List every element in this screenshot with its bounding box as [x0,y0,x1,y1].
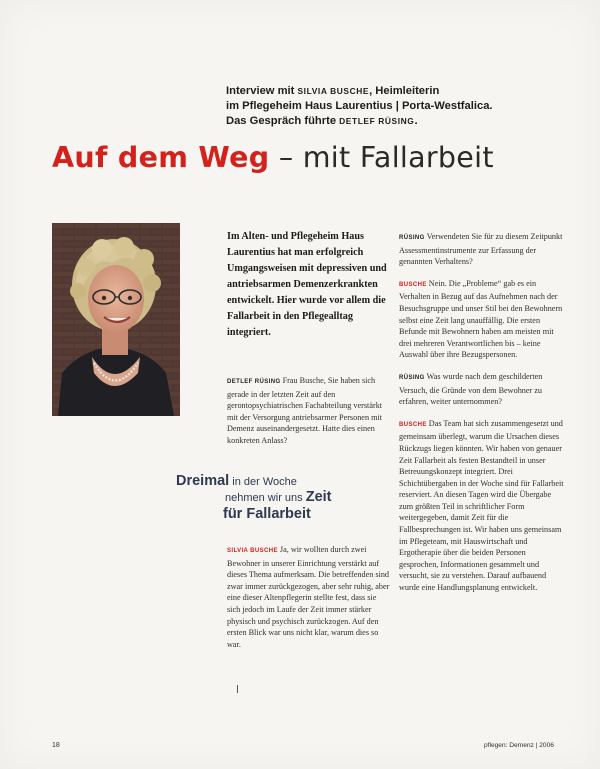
speaker-label: DETLEF RÜSING [227,379,281,385]
headline-red: Auf dem Weg [52,141,270,174]
issue-year: 2006 [539,742,554,749]
footer-magazine [484,742,554,749]
headline [52,138,494,178]
interviewee-name: SILVIA BUSCHE [297,86,370,96]
question-1 [227,375,391,447]
speaker-label: BUSCHE [399,421,427,428]
speaker-label: RÜSING [399,235,425,241]
speaker-label: BUSCHE [399,281,427,288]
intro-line-2: im Pflegeheim Haus Laurentius | Porta-Westfalica. [226,100,493,112]
column-mark [237,685,238,693]
intro-line-3: Das Gespräch führte DETLEF RÜSING. [226,115,418,127]
portrait-illustration [52,223,180,416]
interview-turn: BUSCHE Nein. Die „Probleme“ gab es ein Verhalten in Bezug auf das Aufnehmen nach der Besuchsgruppe und unser Stil bei den Bewohnern selbst eine Zeit lang unauffällig. Die ersten Befunde mit Bewohnern haben am meisten mit drei mehreren Verantwortlichen bis – keine Auswahl über ihre Bezugspersonen. [399,278,563,360]
interview-turn: BUSCHE Das Team hat sich zusammengesetzt und gemeinsam überlegt, warum die Ursachen dieses Rückzugs liegen könnten. Wir haben von genauer Zeit Fallarbeit als festen Bestandteil in unser Betreuungskonzept integriert. Drei Schichtübergaben in der Woche sind für Fallarbeit reserviert. An diesen Tagen wird die Übergabe zum größten Teil in schriftlicher Form weitergegeben, damit Zeit für die Fallbesprechungen ist. Wir haben uns gemeinsam im Pflegeteam, mit Hauswirtschaft und Ergotherapie über die beiden Personen gesprochen, Informationen gesammelt und versucht, sie zu verstehen. Darauf aufbauend wurde eine Handlungsplanung entwickelt. [399,418,564,593]
magazine-title: pflegen: Demenz [484,742,534,749]
intro-credits [226,84,566,129]
interview-turn: RÜSING Verwendeten Sie für zu diesem Zeitpunkt Assessmentinstrumente zur Erfassung der genannten Verhaltens? [399,232,563,267]
answer-text: Ja, wir wollten durch zwei Bewohner in unserer Einrichtung verstärkt auf dieses Thema aufmerksam. Die betreffenden sind zwar immer zurückgezogen, aber sehr ruhig, aber eine dieser Altenpflegerin stellte fest, dass sie sich jedoch im Laufe der Zeit immer stärker physisch und psychisch zurückzogen. Auf den ersten Blick war uns nicht klar, warum dies so war. [227,545,390,649]
speaker-label: RÜSING [399,374,425,381]
page-number: 18 [52,742,60,749]
question-text: Frau Busche, Sie haben sich gerade in der letzten Zeit auf den gerontopsychiatrischen Fachabteilung verstärkt mit der Versorgung antriebsarmer Personen mit Demenz auseinandergesetzt. Hatte dies einen konkreten Anlass? [227,376,383,445]
right-column [399,231,564,604]
intro-line-1: Interview mit SILVIA BUSCHE, Heimleiterin [226,85,440,97]
interviewer-name: DETLEF RÜSING [339,116,415,126]
headline-rest: – mit Fallarbeit [269,141,494,174]
portrait-photo [52,223,180,416]
speaker-label: SILVIA BUSCHE [227,548,278,554]
lead-paragraph: Im Alten- und Pflegeheim Haus Laurentius hat man erfolgreich Umgangsweisen mit depressiven und antriebsarmen Demenzerkrankten entwickelt. Hier wurde vor allem die Fallarbeit in den Pflegealltag integriert. [227,231,387,338]
interview-turn: RÜSING Was wurde nach dem geschilderten Versuch, die Gründe von dem Bewohner zu erfahren, weiter unternommen? [399,371,543,407]
answer-1 [227,544,391,650]
footer-separator: | [535,742,538,749]
